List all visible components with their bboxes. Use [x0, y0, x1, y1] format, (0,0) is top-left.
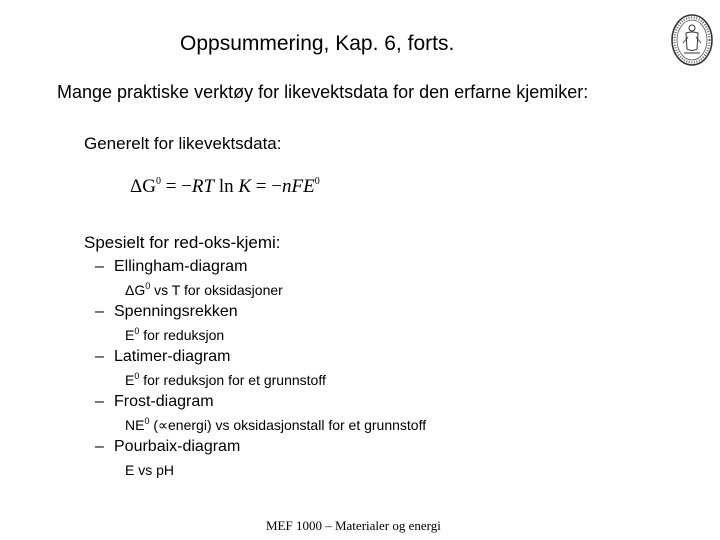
item-label: Ellingham-diagram	[114, 258, 248, 275]
slide-title: Oppsummering, Kap. 6, forts.	[180, 32, 455, 55]
footer-course: MEF 1000 – Materialer og energi	[266, 518, 441, 533]
item-description: $NE^0$ (∝energi) vs oksidasjonstall for et grunnstoff	[125, 416, 427, 433]
intro-text: Mange praktiske verktøy for likevektsdata for den erfarne kjemiker:	[57, 82, 589, 102]
item-description: $\Delta G^0$ vs T for oksidasjoner	[125, 281, 283, 298]
specific-heading: Spesielt for red-oks-kjemi:	[84, 233, 281, 252]
item-description: $E^0$ for reduksjon	[125, 326, 225, 343]
item-label: Spenningsrekken	[114, 303, 238, 320]
university-seal-icon	[670, 13, 714, 67]
gibbs-formula: $\Delta G^0 = -RT$ ln K = −nFE$^0$	[130, 176, 320, 197]
item-label: Pourbaix-diagram	[114, 438, 241, 455]
item-label: Latimer-diagram	[114, 348, 231, 365]
item-label: Frost-diagram	[114, 393, 214, 410]
item-description: E vs pH	[125, 462, 175, 478]
general-heading: Generelt for likevektsdata:	[84, 134, 282, 153]
item-description: $E^0$ for reduksjon for et grunnstoff	[125, 371, 326, 388]
